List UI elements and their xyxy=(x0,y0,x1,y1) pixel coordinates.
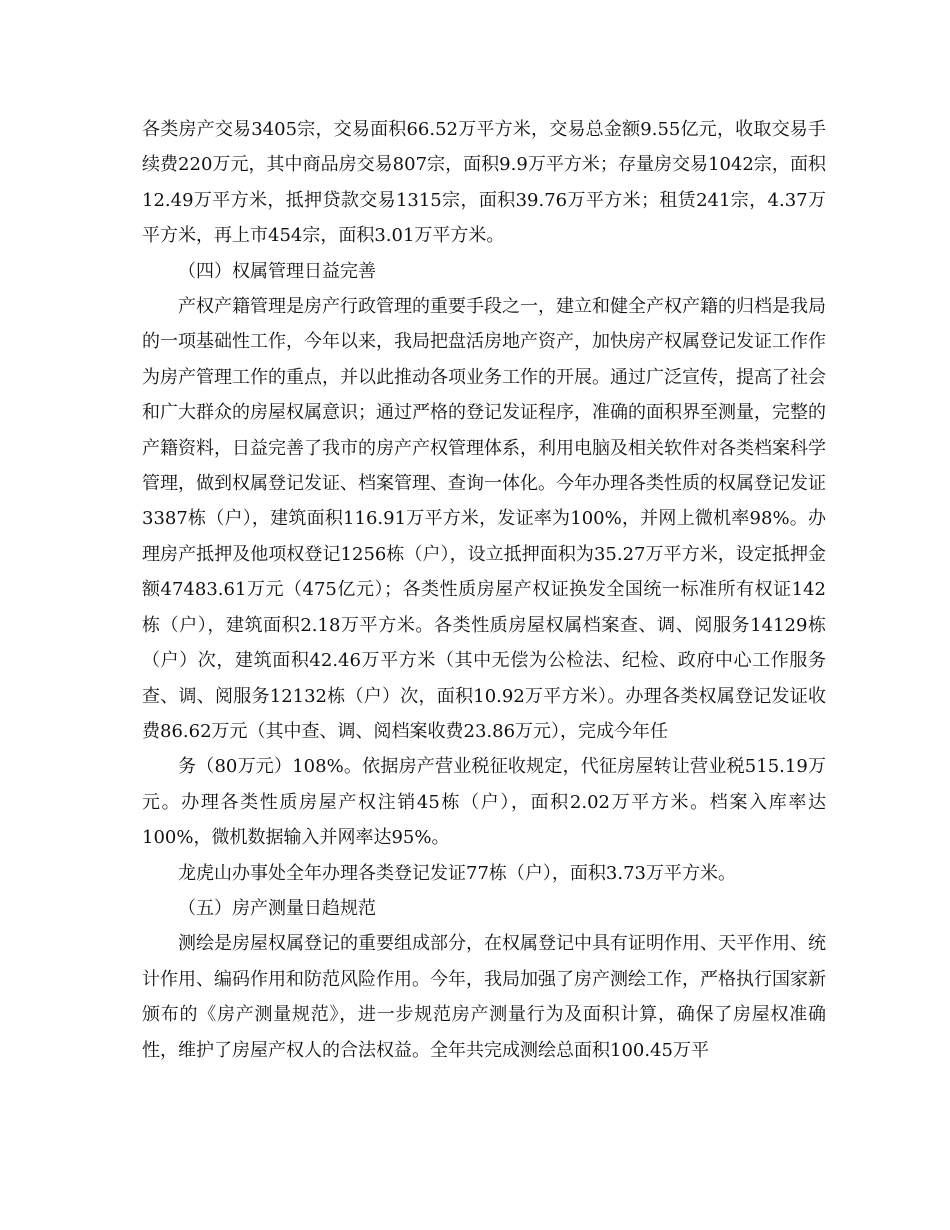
section-heading-surveying: （五）房产测量日趋规范 xyxy=(178,897,376,919)
section-heading-ownership: （四）权属管理日益完善 xyxy=(178,260,376,282)
paragraph-ownership-management: 产权产籍管理是房产行政管理的重要手段之一，建立和健全产权产籍的归档是我局的一项基础性工作，今年以来，我局把盘活房地产资产，加快房产权属登记发证工作作为房产管理工作的重点，并以此推动各项业务工作的开展。通过广泛宣传，提高了社会和广大群众的房屋权属意识；通过严格的登记发证程序，准确的面积界至测量，完整的产籍资料，日益完善了我市的房产产权管理体系，利用电脑及相关软件对各类档案科学管理，做到权属登记发证、档案管理、查询一体化。今年办理各类性质的权属登记发证3387栋（户），建筑面积116.91万平方米，发证率为100%，并网上微机率98%。办理房产抵押及他项权登记1256栋（户），设立抵押面积为35.27万平方米，设定抵押金额47483.61万元（475亿元）；各类性质房屋产权证换发全国统一标准所有权证142栋（户），建筑面积2.18万平方米。各类性质房屋权属档案查、调、阅服务14129栋（户）次，建筑面积42.46万平方米（其中无偿为公检法、纪检、政府中心工作服务查、调、阅服务12132栋（户）次，面积10.92万平方米）。办理各类权属登记发证收费86.62万元（其中查、调、阅档案收费23.86万元），完成今年任 xyxy=(142,296,826,742)
paragraph-tax-and-archives: 务（80万元）108%。依据房产营业税征收规定，代征房屋转让营业税515.19万元。办理各类性质房屋产权注销45栋（户），面积2.02万平方米。档案入库率达100%，微机数据输入并网率达95%。 xyxy=(142,756,826,849)
document-body xyxy=(142,112,826,1068)
paragraph-surveying: 测绘是房屋权属登记的重要组成部分，在权属登记中具有证明作用、天平作用、统计作用、编码作用和防范风险作用。今年，我局加强了房产测绘工作，严格执行国家新颁布的《房产测量规范》，进一步规范房产测量行为及面积计算，确保了房屋权准确性，维护了房屋产权人的合法权益。全年共完成测绘总面积100.45万平 xyxy=(142,933,826,1061)
paragraph-longhushan-office: 龙虎山办事处全年办理各类登记发证77栋（户），面积3.73万平方米。 xyxy=(178,862,736,884)
paragraph-transactions: 各类房产交易3405宗，交易面积66.52万平方米，交易总金额9.55亿元，收取交易手续费220万元，其中商品房交易807宗，面积9.9万平方米；存量房交易1042宗，面积12.49万平方米，抵押贷款交易1315宗，面积39.76万平方米；租赁241宗，4.37万平方米，再上市454宗，面积3.01万平方米。 xyxy=(142,119,826,247)
